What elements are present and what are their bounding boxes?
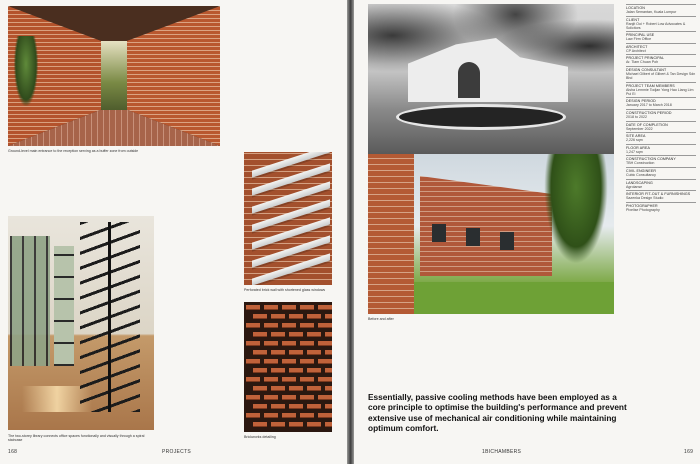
info-value: Cubic Consultancy <box>626 173 656 177</box>
louvre-caption: Perforated brick wall with shortened glass windows <box>244 288 326 292</box>
info-label: CLIENT <box>626 17 640 22</box>
info-label: DESIGN CONSULTANT <box>626 68 667 73</box>
info-label: FLOOR AREA <box>626 145 650 150</box>
perforated-wall-photo <box>244 152 332 285</box>
info-label: INTERIOR FIT-OUT & FURNISHINGS <box>626 192 691 197</box>
info-item <box>626 43 696 55</box>
before-after-caption: Before and after <box>368 317 394 321</box>
right-page <box>354 0 700 464</box>
page-number-left: 168 <box>8 449 18 455</box>
brickwork-photo <box>244 302 332 432</box>
info-value: January 2017 to March 2018 <box>626 103 672 108</box>
info-value: Law Firm Office <box>626 37 652 42</box>
brickwork-caption: Brickworks detailing <box>244 435 276 439</box>
info-label: ARCHITECT <box>626 44 648 49</box>
info-label: DESIGN PERIOD <box>626 99 656 104</box>
stair-caption: The two-storey library connects office spaces functionally and visually through a spiral staircase <box>8 434 145 443</box>
info-value: Sazenka Design Studio <box>626 196 664 201</box>
corridor-caption: Ground-level main entrance to the reception serving as a buffer zone from outside <box>8 149 139 153</box>
info-label: CONSTRUCTION COMPANY <box>626 157 676 162</box>
info-value: Michael Gilbert of Gilbert & Tan Design Sdn Bhd <box>626 72 696 81</box>
before-photo <box>368 4 614 154</box>
section-label-left: PROJECTS <box>162 449 192 455</box>
info-value: 2018 to 2022 <box>626 115 647 120</box>
info-value: CP Architect <box>626 48 646 53</box>
section-label-right: 1BICHAMBERS <box>482 449 522 455</box>
info-value: TBH Construction <box>626 161 655 166</box>
info-label: PROJECT TEAM MEMBERS <box>626 83 675 88</box>
info-label: CONSTRUCTION PERIOD <box>626 111 672 116</box>
info-item <box>626 82 696 98</box>
page-number-right: 169 <box>684 449 694 455</box>
info-item <box>626 4 696 16</box>
info-value: Ar. Tiam Chuan Poh <box>626 60 659 65</box>
info-item <box>626 179 696 191</box>
info-value: 1,247 sqm <box>626 149 643 154</box>
info-label: PRINCIPAL USE <box>626 33 655 38</box>
info-label: SITE AREA <box>626 134 646 139</box>
spiral-stair-photo <box>8 216 154 430</box>
info-value: Pixelise Photography <box>626 207 660 212</box>
info-value: Jalan Semantan, Kuala Lumpur <box>626 10 677 14</box>
info-value: Aisha Lemmie Todjan Yong Hao Liang Lim Pui Ei <box>626 87 694 96</box>
after-photo <box>368 154 614 314</box>
info-item <box>626 132 696 144</box>
page-gutter <box>347 0 354 464</box>
info-item <box>626 144 696 156</box>
info-value: Agrolanse <box>626 184 643 189</box>
info-label: DATE OF COMPLETION <box>626 122 668 127</box>
info-item <box>626 167 696 179</box>
left-page <box>0 0 347 464</box>
info-item <box>626 66 696 82</box>
info-item <box>626 16 696 32</box>
info-item <box>626 97 696 109</box>
info-item <box>626 121 696 133</box>
info-value: September 2022 <box>626 126 653 131</box>
info-label: PHOTOGRAPHER <box>626 203 658 208</box>
info-label: CIVIL ENGINEER <box>626 169 657 173</box>
info-label: LANDSCAPING <box>626 180 653 185</box>
info-item <box>626 54 696 66</box>
info-item <box>626 109 696 121</box>
info-item <box>626 202 696 214</box>
project-info-column <box>626 4 696 213</box>
info-item <box>626 190 696 202</box>
info-value: Ranjit Ooi + Robert Low Advocates & Solicitors <box>626 21 686 30</box>
info-label: LOCATION <box>626 6 645 10</box>
info-item <box>626 31 696 43</box>
corridor-photo <box>8 6 220 146</box>
pull-quote: Essentially, passive cooling methods have been employed as a core principle to optimise the building's performance and prevent extensive use of mechanical air conditioning while maintaining optimum comfort. <box>368 392 627 434</box>
info-value: 2,226 sqm <box>626 138 643 143</box>
info-label: PROJECT PRINCIPAL <box>626 56 665 61</box>
info-item <box>626 155 696 167</box>
